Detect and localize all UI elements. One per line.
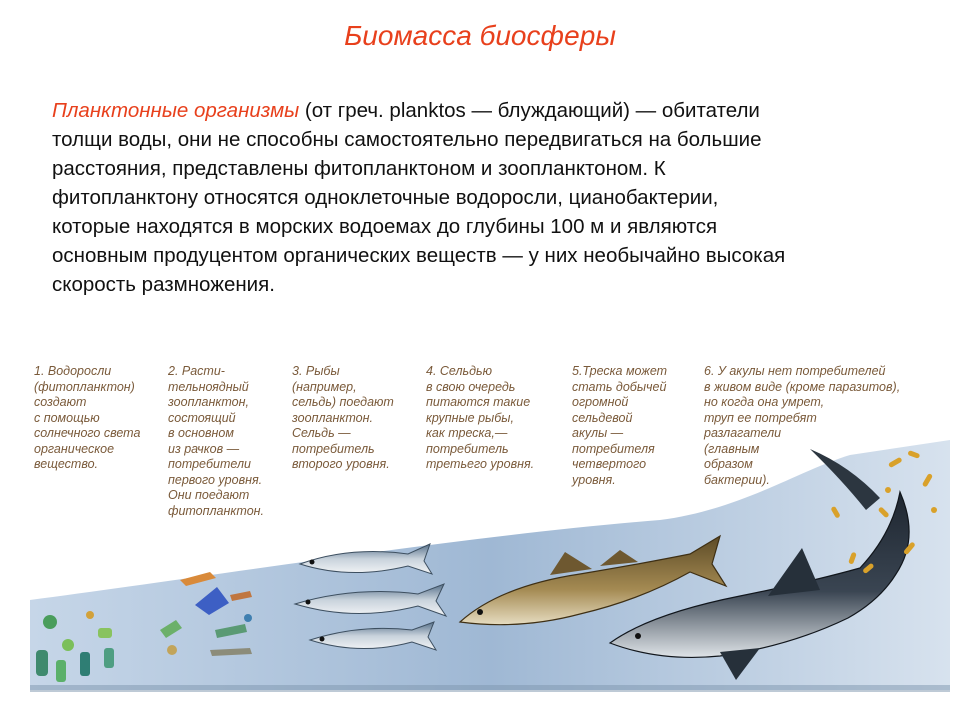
planktonic-organisms-term: Планктонные организмы [52, 99, 300, 122]
paragraph-line-4: фитопланктону относятся одноклеточные водоросли, цианобактерии, [52, 186, 719, 209]
paragraph-line-3: расстояния, представлены фитопланктоном и зоопланктоном. К [52, 157, 666, 180]
body-paragraph [52, 96, 922, 299]
caption-zooplankton: 2. Расти- тельноядный зоопланктон, состоящий в основном из рачков — потребители первого уровня. Они поедают фитопланктон. [168, 364, 264, 518]
food-chain-figure [20, 360, 950, 700]
caption-decomposers: 6. У акулы нет потребителей в живом виде (кроме паразитов), но когда она умрет, труп ее потребят разлагатели (главным образом бактерии). [704, 364, 901, 487]
caption-shark: 5.Треска может стать добычей огромной сельдевой акулы — потребителя четвертого уровня. [572, 364, 668, 487]
paragraph-line-7: скорость размножения. [52, 273, 275, 296]
paragraph-line-2: толщи воды, они не способны самостоятельно передвигаться на большие [52, 128, 762, 151]
paragraph-line-5: которые находятся в морских водоемах до глубины 100 м и являются [52, 215, 718, 238]
paragraph-line-6: основным продуцентом органических веществ — у них необычайно высокая [52, 244, 786, 267]
caption-herring: 3. Рыбы (например, сельдь) поедают зоопланктон. Сельдь — потребитель второго уровня. [292, 364, 394, 471]
caption-phytoplankton: 1. Водоросли (фитопланктон) создают с помощью солнечного света органическое вещество. [34, 364, 141, 471]
slide-title: Биомасса биосферы [344, 20, 616, 51]
caption-cod: 4. Сельдью в свою очередь питаются такие крупные рыбы, как треска,— потребитель третьего уровня. [426, 364, 535, 471]
paragraph-line-1: (от греч. planktos — блуждающий) — обитатели [299, 99, 760, 122]
